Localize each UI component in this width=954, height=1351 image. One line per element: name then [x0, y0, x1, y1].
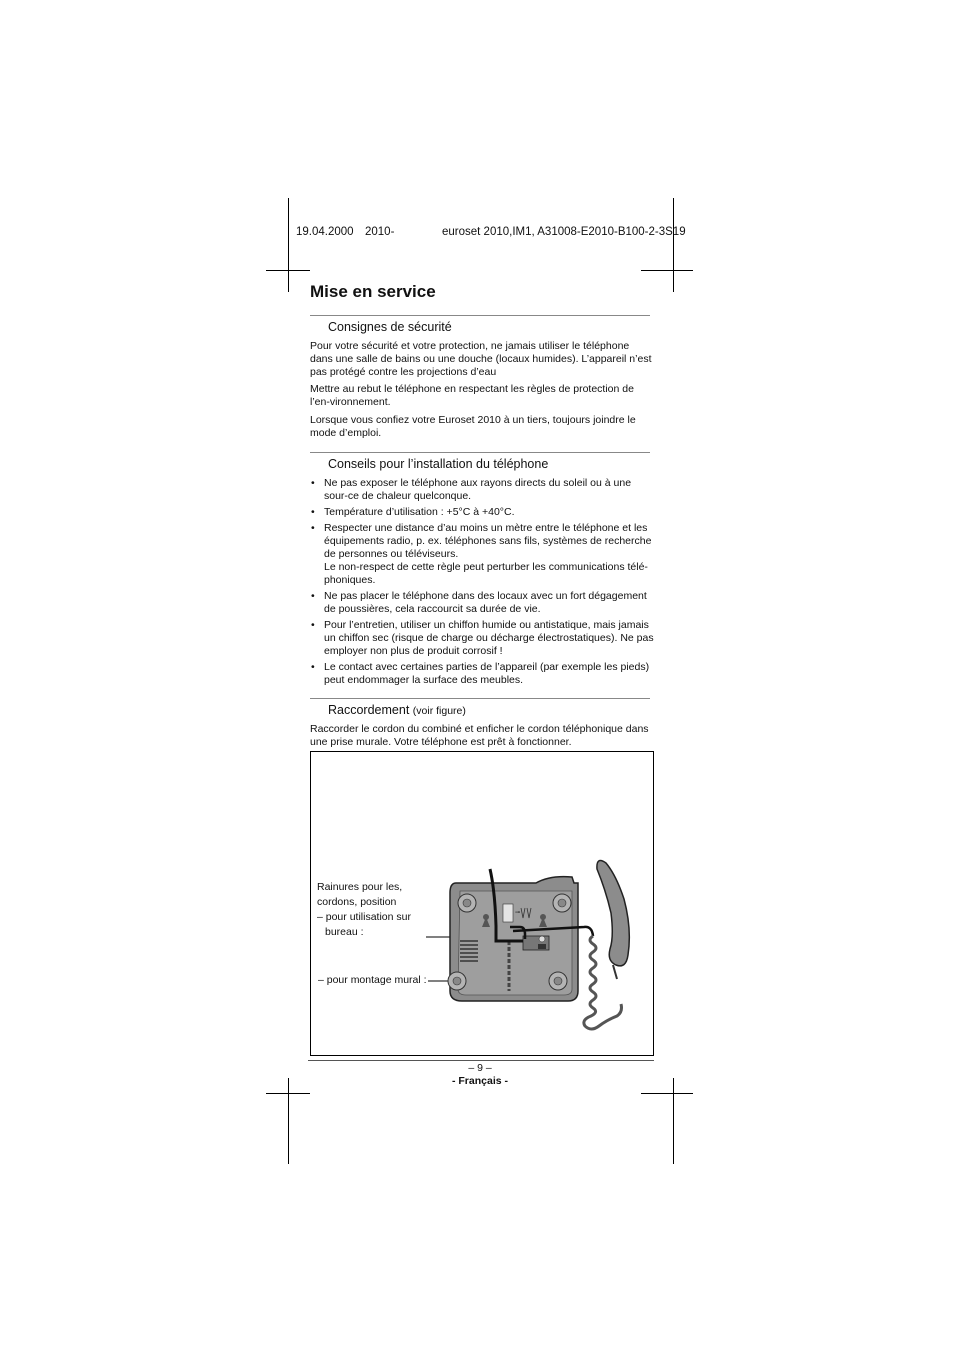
figure-label-line: – pour utilisation sur [317, 911, 411, 923]
safety-paragraph: Pour votre sécurité et votre protection, ne jamais utiliser le téléphone dans une salle de bains ou une douche (locaux humides). L’appareil n’est pas protégé contre les projections d’eau [310, 340, 652, 378]
crop-mark [288, 1078, 289, 1164]
installation-heading: Conseils pour l’installation du téléphone [328, 457, 549, 471]
language-label: - Français - [451, 1075, 509, 1087]
section-divider [310, 698, 650, 699]
handset [597, 861, 629, 966]
print-code: 2010- [365, 226, 395, 238]
list-item: • Ne pas exposer le téléphone aux rayons directs du soleil ou à une sour-ce de chaleur quelconque. [310, 477, 655, 503]
list-item: • Température d’utilisation : +5°C à +40°C. [310, 506, 655, 519]
figure-label-wall: – pour montage mural : [318, 974, 427, 986]
list-item: • Respecter une distance d’au moins un mètre entre le téléphone et les équipements radio, p. ex. téléphones sans fils, systèmes de recherche de personnes ou téléviseurs. Le non-respect de cette règle peut perturber les communications télé-phoniques. [310, 522, 655, 587]
connection-paragraph: Raccorder le cordon du combiné et enficher le cordon téléphonique dans une prise murale. Votre téléphone est prêt à fonctionner. [310, 723, 649, 748]
figure-label-line: bureau : [325, 926, 364, 938]
figure-label-line: Rainures pour les, [317, 881, 403, 893]
connection-heading [328, 703, 466, 717]
crop-mark [266, 270, 310, 271]
connection-heading-text: Raccordement [328, 703, 410, 717]
phone-underside-illustration [310, 751, 654, 1056]
list-item: • Ne pas placer le téléphone dans des locaux avec un fort dégagement de poussières, cela raccourcit sa durée de vie. [310, 590, 655, 616]
list-item: • Pour l’entretien, utiliser un chiffon humide ou antistatique, mais jamais un chiffon sec (risque de charge ou décharge électrostatiques). Ne pas employer non plus de produit corrosif ! [310, 619, 655, 658]
safety-paragraph: Mettre au rebut le téléphone en respectant les règles de protection de l’en-vironnement. [310, 383, 634, 408]
figure-label-line: cordons, position [317, 896, 397, 908]
print-date: 19.04.2000 [296, 226, 354, 238]
crop-mark [266, 1093, 310, 1094]
svg-text:⊸: ⊸ [515, 909, 521, 916]
list-item: • Le contact avec certaines parties de l’appareil (par exemple les pieds) peut endommager la surface des meubles. [310, 661, 655, 687]
safety-heading: Consignes de sécurité [328, 320, 452, 334]
page-title: Mise en service [310, 282, 436, 301]
crop-mark [673, 1078, 674, 1164]
document-reference: euroset 2010,IM1, A31008-E2010-B100-2-3S19 [442, 226, 686, 238]
list-item-extra: Le non-respect de cette règle peut perturber les communications télé-phoniques. [324, 561, 648, 586]
installation-list [310, 477, 655, 687]
crop-mark [641, 270, 693, 271]
section-divider [310, 452, 650, 453]
section-divider [310, 315, 650, 316]
crop-mark [641, 1093, 693, 1094]
footer-divider [308, 1060, 654, 1061]
safety-paragraph: Lorsque vous confiez votre Euroset 2010 à un tiers, toujours joindre le mode d’emploi. [310, 414, 636, 439]
crop-mark [673, 198, 674, 292]
connection-heading-note: (voir figure) [412, 705, 466, 717]
page-number: – 9 – [468, 1062, 492, 1074]
crop-mark [288, 198, 289, 292]
